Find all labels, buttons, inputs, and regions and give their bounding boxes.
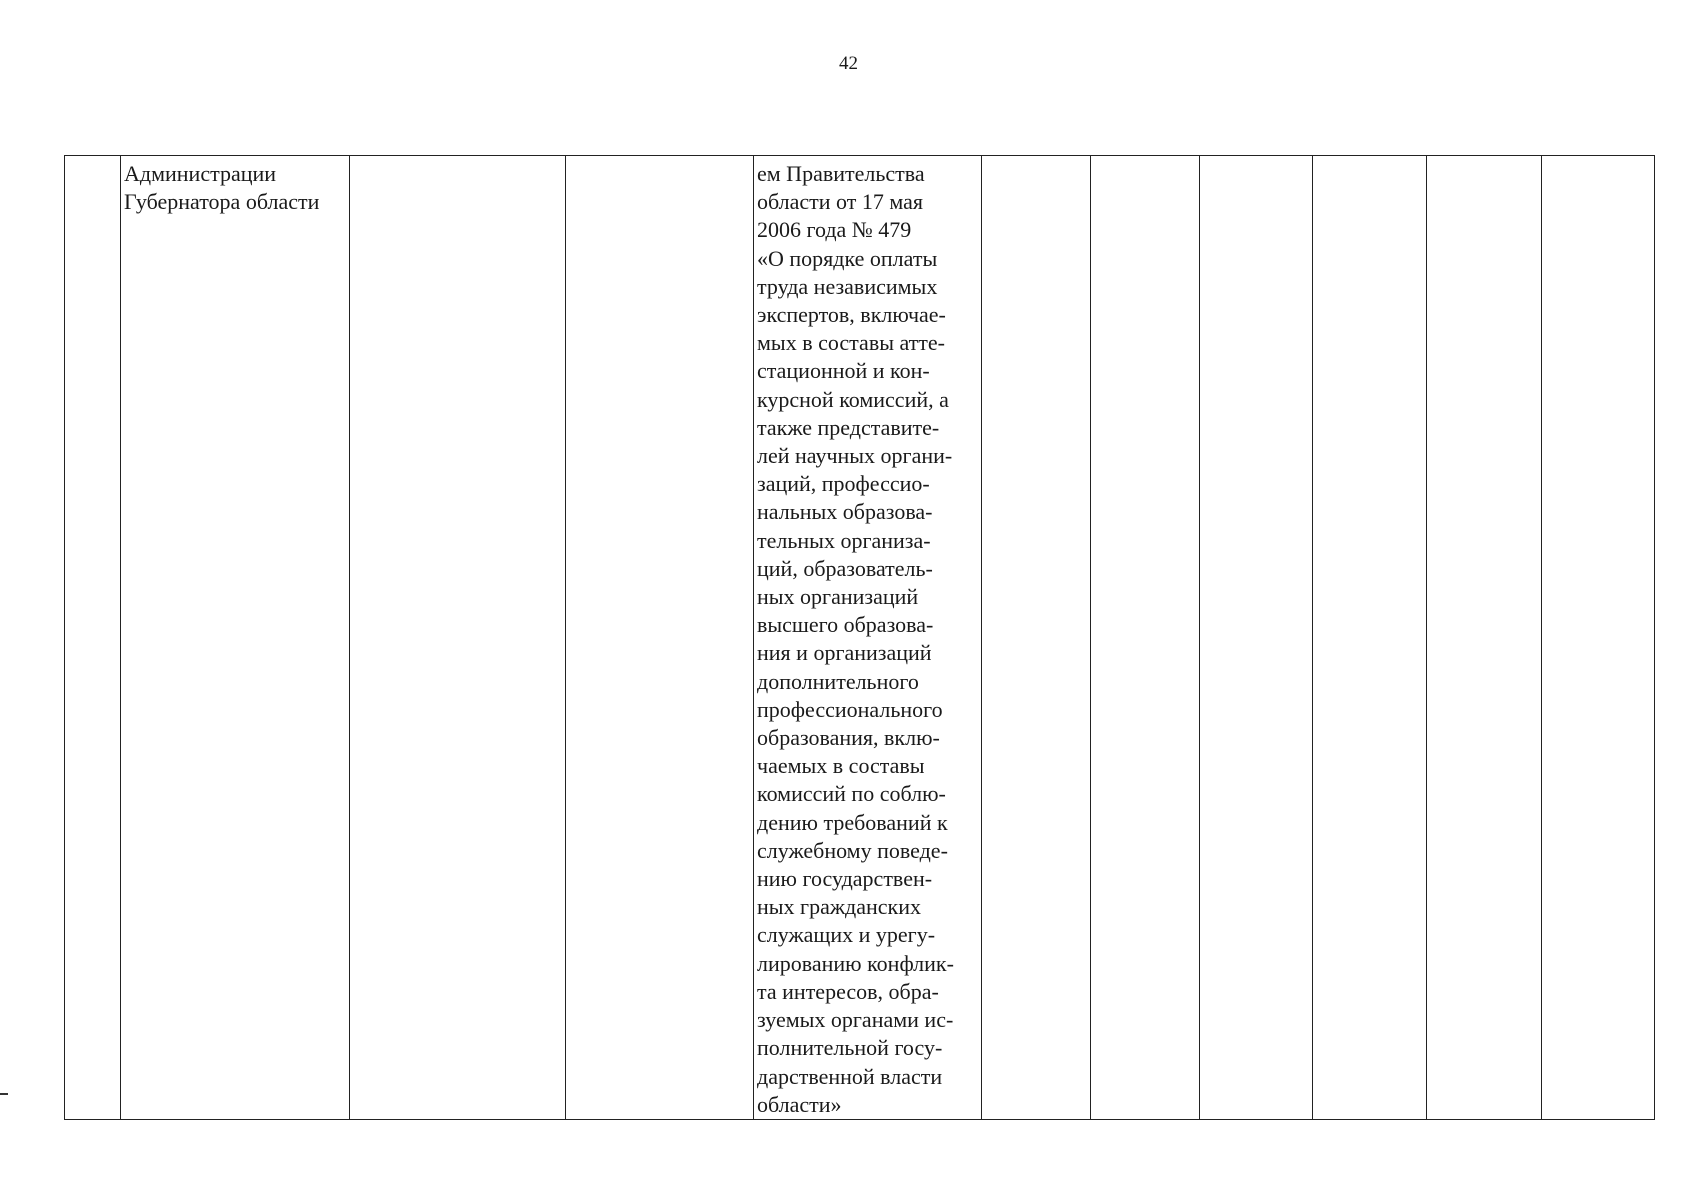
table-cell-col6 xyxy=(982,156,1091,1120)
table-cell-col8 xyxy=(1200,156,1313,1120)
table-row xyxy=(65,156,1655,1120)
legal-basis-text: ем Правительства области от 17 мая 2006 года № 479 «О порядке оплаты труда независимых экспертов, включае- мых в составы атте- стационной и кон- курсной комиссий, а также представите- лей научных органи- заций, профессио- нальных образова- тельных организа- ций, образователь- ных организаций высшего образова- ния и организаций дополнительного профессионального образования, вклю- чаемых в составы комиссий по соблю- дению требований к служебному поведе- нию государствен- ных гражданских служащих и урегу- лированию конфлик- та интересов, обра- зуемых органами ис- полнительной госу- дарственной власти области» xyxy=(757,161,954,1117)
table-cell-col9 xyxy=(1313,156,1427,1120)
table-cell-col3 xyxy=(350,156,566,1120)
organization-text: Администрации Губернатора области xyxy=(124,161,320,215)
table-cell-legal-basis xyxy=(754,156,982,1120)
document-table xyxy=(64,155,1655,1120)
table-cell-organization xyxy=(121,156,350,1120)
table-cell-col4 xyxy=(566,156,754,1120)
table-cell-col10 xyxy=(1427,156,1542,1120)
scan-edge-mark xyxy=(0,1093,8,1095)
table-cell-col11 xyxy=(1542,156,1655,1120)
page-number: 42 xyxy=(839,53,858,74)
table-cell-number xyxy=(65,156,121,1120)
table-cell-col7 xyxy=(1091,156,1200,1120)
